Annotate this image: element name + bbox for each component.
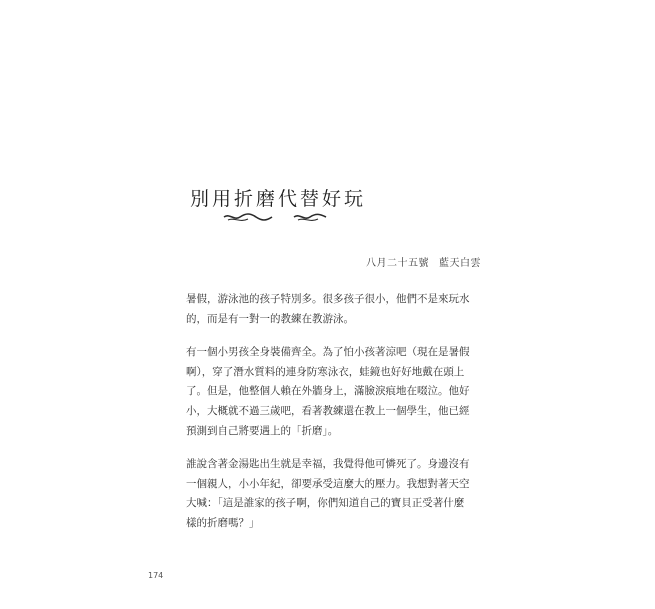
article-body <box>186 290 482 548</box>
text-line: 大喊：「這是誰家的孩子啊，你們知道自己的寶貝正受著什麼 <box>186 497 465 510</box>
paragraph <box>186 343 482 441</box>
article-title: 別用折磨代替好玩 <box>190 188 367 210</box>
text-line: 暑假，游泳池的孩子特別多。很多孩子很小，他們不是來玩水 <box>186 293 470 305</box>
paragraph <box>186 290 482 329</box>
paragraph <box>186 455 482 533</box>
text-line: 誰說含著金湯匙出生就是幸福，我覺得他可憐死了。身邊沒有 <box>186 458 470 471</box>
text-line: 樣的折磨嗎？」 <box>186 516 260 529</box>
text-line: 啊），穿了潛水質料的連身防寒泳衣，蛙鏡也好好地戴在頭上 <box>186 365 465 378</box>
text-line: 了。但是，他整個人賴在外牆身上，滿臉淚痕地在啜泣。他好 <box>186 385 470 398</box>
title-underline-squiggle <box>190 211 340 225</box>
title-block <box>190 186 367 236</box>
text-line: 預測到自己將要遇上的「折磨」。 <box>186 424 339 437</box>
author-name: 藍天白雲 <box>439 258 481 269</box>
text-line: 的，而是有一對一的教練在教游泳。 <box>186 312 354 325</box>
text-line: 一個親人，小小年紀，卻要承受這麼大的壓力。我想對著天空 <box>186 477 470 490</box>
text-line: 小，大概就不過三歲吧，看著教練還在教上一個學生，他已經 <box>186 404 470 417</box>
page-number: 174 <box>148 571 164 580</box>
text-line: 有一個小男孩全身裝備齊全。為了怕小孩著涼吧（現在是暑假 <box>186 346 470 359</box>
author-age: 八月二十五號 <box>366 258 429 269</box>
author-line <box>366 254 481 269</box>
